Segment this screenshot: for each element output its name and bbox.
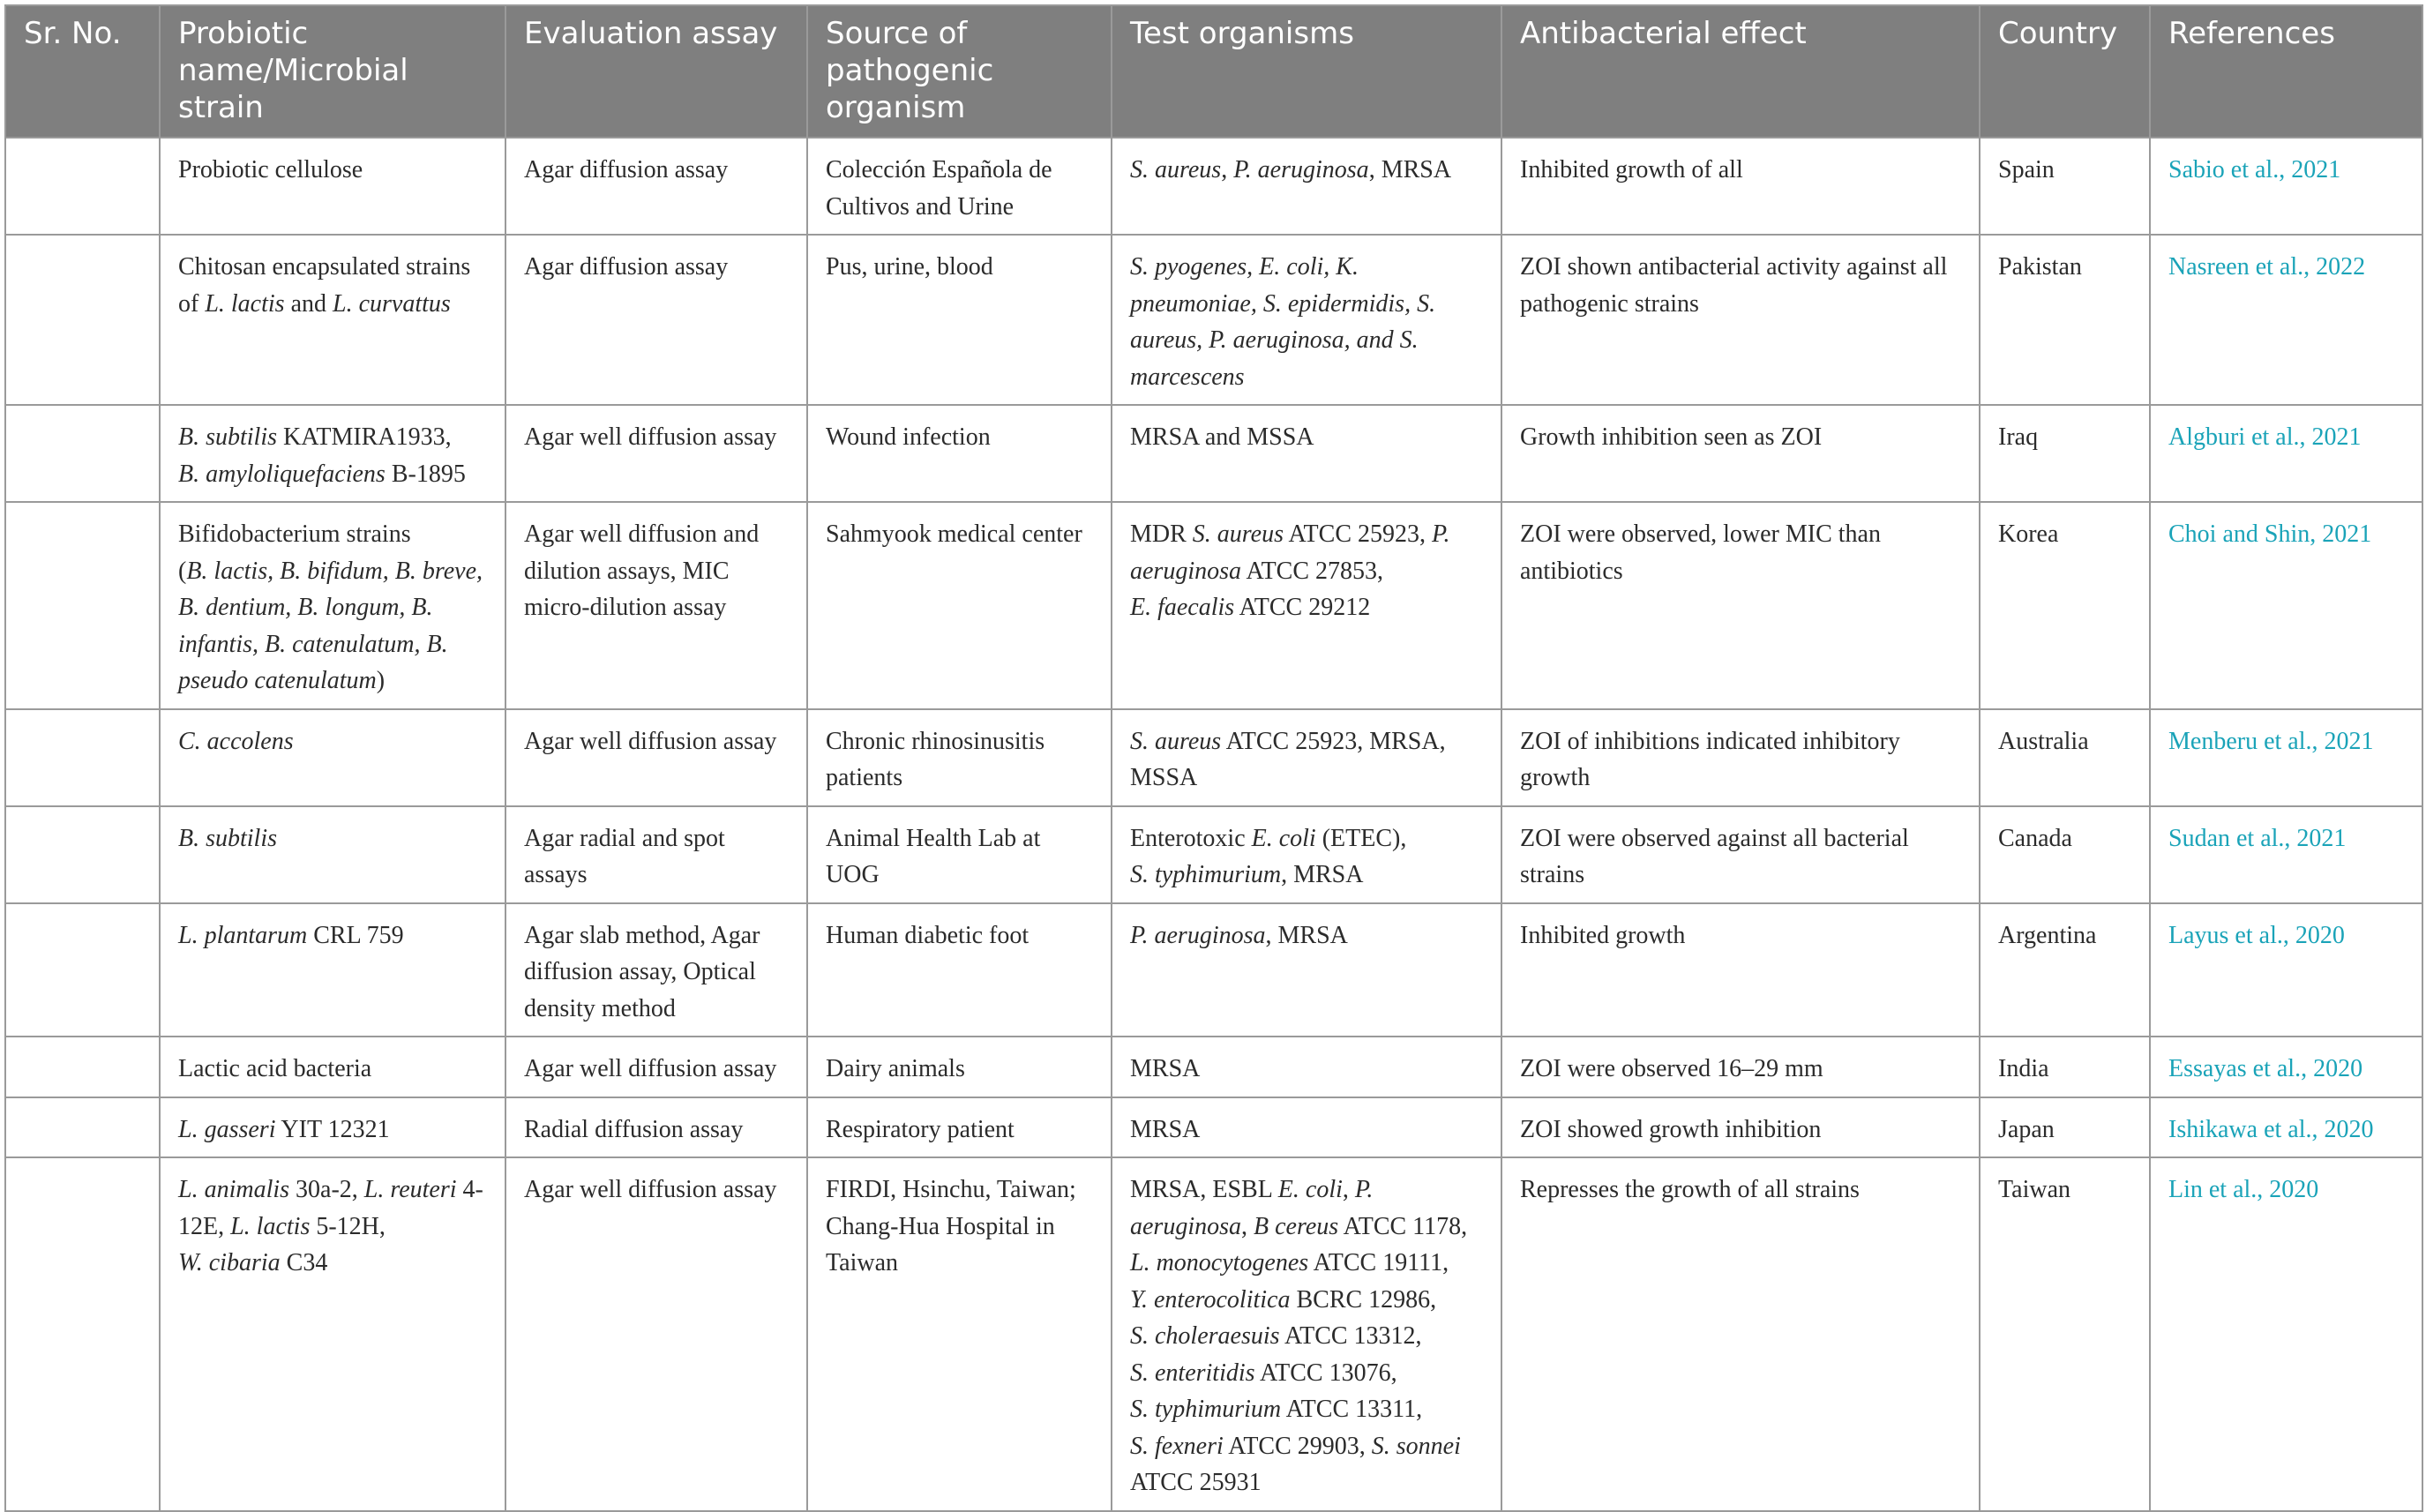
effect-cell: ZOI were observed against all bacterial strains xyxy=(1501,806,1980,903)
table-row xyxy=(5,405,2422,502)
sr-no-cell xyxy=(5,502,160,709)
test-organisms-cell: S. aureus ATCC 25923, MRSA, MSSA xyxy=(1112,709,1501,806)
probiotic-cell: Lactic acid bacteria xyxy=(160,1037,505,1097)
sr-no-cell xyxy=(5,405,160,502)
country-cell: Japan xyxy=(1980,1097,2150,1158)
country-cell: Iraq xyxy=(1980,405,2150,502)
sr-no-cell xyxy=(5,806,160,903)
reference-link[interactable]: Lin et al., 2020 xyxy=(2150,1157,2422,1511)
sr-no-cell xyxy=(5,1157,160,1511)
probiotics-table xyxy=(4,4,2423,1512)
col-header-source: Source of pathogenic organism xyxy=(807,5,1112,138)
test-organisms-cell: S. pyogenes, E. coli, K. pneumoniae, S. epidermidis, S. aureus, P. aeruginosa, and S. marcescens xyxy=(1112,235,1501,405)
assay-cell: Agar well diffusion assay xyxy=(505,1037,807,1097)
table-row xyxy=(5,806,2422,903)
test-organisms-cell: MDR S. aureus ATCC 25923, P. aeruginosa ATCC 27853, E. faecalis ATCC 29212 xyxy=(1112,502,1501,709)
assay-cell: Agar well diffusion and dilution assays, MIC micro-dilution assay xyxy=(505,502,807,709)
country-cell: India xyxy=(1980,1037,2150,1097)
probiotic-cell: Probiotic cellulose xyxy=(160,138,505,235)
reference-link[interactable]: Nasreen et al., 2022 xyxy=(2150,235,2422,405)
assay-cell: Agar radial and spot assays xyxy=(505,806,807,903)
reference-link[interactable]: Sudan et al., 2021 xyxy=(2150,806,2422,903)
table-row xyxy=(5,138,2422,235)
source-cell: Wound infection xyxy=(807,405,1112,502)
table-row xyxy=(5,903,2422,1037)
country-cell: Argentina xyxy=(1980,903,2150,1037)
effect-cell: Inhibited growth xyxy=(1501,903,1980,1037)
source-cell: Dairy animals xyxy=(807,1037,1112,1097)
reference-link[interactable]: Menberu et al., 2021 xyxy=(2150,709,2422,806)
table-row xyxy=(5,1157,2422,1511)
sr-no-cell xyxy=(5,235,160,405)
test-organisms-cell: Enterotoxic E. coli (ETEC), S. typhimurium, MRSA xyxy=(1112,806,1501,903)
source-cell: FIRDI, Hsinchu, Taiwan; Chang-Hua Hospital in Taiwan xyxy=(807,1157,1112,1511)
table-row xyxy=(5,1097,2422,1158)
effect-cell: ZOI shown antibacterial activity against all pathogenic strains xyxy=(1501,235,1980,405)
reference-link[interactable]: Sabio et al., 2021 xyxy=(2150,138,2422,235)
effect-cell: ZOI were observed 16–29 mm xyxy=(1501,1037,1980,1097)
country-cell: Canada xyxy=(1980,806,2150,903)
table-row xyxy=(5,235,2422,405)
probiotic-cell: L. animalis 30a-2, L. reuteri 4-12E, L. lactis 5-12H, W. cibaria C34 xyxy=(160,1157,505,1511)
col-header-test-organisms: Test organisms xyxy=(1112,5,1501,138)
country-cell: Taiwan xyxy=(1980,1157,2150,1511)
country-cell: Australia xyxy=(1980,709,2150,806)
col-header-sr-no: Sr. No. xyxy=(5,5,160,138)
probiotic-cell: B. subtilis KATMIRA1933, B. amyloliquefaciens B-1895 xyxy=(160,405,505,502)
test-organisms-cell: MRSA xyxy=(1112,1037,1501,1097)
table-row xyxy=(5,709,2422,806)
country-cell: Pakistan xyxy=(1980,235,2150,405)
header-row xyxy=(5,5,2422,138)
sr-no-cell xyxy=(5,138,160,235)
source-cell: Human diabetic foot xyxy=(807,903,1112,1037)
effect-cell: Inhibited growth of all xyxy=(1501,138,1980,235)
effect-cell: Represses the growth of all strains xyxy=(1501,1157,1980,1511)
reference-link[interactable]: Choi and Shin, 2021 xyxy=(2150,502,2422,709)
test-organisms-cell: P. aeruginosa, MRSA xyxy=(1112,903,1501,1037)
assay-cell: Agar slab method, Agar diffusion assay, Optical density method xyxy=(505,903,807,1037)
effect-cell: Growth inhibition seen as ZOI xyxy=(1501,405,1980,502)
reference-link[interactable]: Ishikawa et al., 2020 xyxy=(2150,1097,2422,1158)
effect-cell: ZOI of inhibitions indicated inhibitory growth xyxy=(1501,709,1980,806)
assay-cell: Agar well diffusion assay xyxy=(505,405,807,502)
probiotic-cell: Bifidobacterium strains (B. lactis, B. bifidum, B. breve, B. dentium, B. longum, B. infantis, B. catenulatum, B. pseudo catenulatum) xyxy=(160,502,505,709)
col-header-references: References xyxy=(2150,5,2422,138)
source-cell: Animal Health Lab at UOG xyxy=(807,806,1112,903)
test-organisms-cell: MRSA, ESBL E. coli, P. aeruginosa, B cereus ATCC 1178, L. monocytogenes ATCC 19111, Y. enterocolitica BCRC 12986, S. choleraesuis ATCC 13312, S. enteritidis ATCC 13076, S. typhimurium ATCC 13311, S. fexneri ATCC 29903, S. sonnei ATCC 25931 xyxy=(1112,1157,1501,1511)
effect-cell: ZOI showed growth inhibition xyxy=(1501,1097,1980,1158)
col-header-antibacterial-effect: Antibacterial effect xyxy=(1501,5,1980,138)
source-cell: Sahmyook medical center xyxy=(807,502,1112,709)
assay-cell: Radial diffusion assay xyxy=(505,1097,807,1158)
sr-no-cell xyxy=(5,709,160,806)
source-cell: Pus, urine, blood xyxy=(807,235,1112,405)
probiotic-cell: C. accolens xyxy=(160,709,505,806)
col-header-probiotic: Probiotic name/Microbial strain xyxy=(160,5,505,138)
assay-cell: Agar diffusion assay xyxy=(505,235,807,405)
table-row xyxy=(5,1037,2422,1097)
source-cell: Colección Española de Cultivos and Urine xyxy=(807,138,1112,235)
reference-link[interactable]: Algburi et al., 2021 xyxy=(2150,405,2422,502)
col-header-assay: Evaluation assay xyxy=(505,5,807,138)
source-cell: Chronic rhinosinusitis patients xyxy=(807,709,1112,806)
probiotic-cell: Chitosan encapsulated strains of L. lactis and L. curvattus xyxy=(160,235,505,405)
table-row xyxy=(5,502,2422,709)
probiotic-cell: L. gasseri YIT 12321 xyxy=(160,1097,505,1158)
test-organisms-cell: MRSA xyxy=(1112,1097,1501,1158)
sr-no-cell xyxy=(5,903,160,1037)
assay-cell: Agar well diffusion assay xyxy=(505,709,807,806)
col-header-country: Country xyxy=(1980,5,2150,138)
effect-cell: ZOI were observed, lower MIC than antibiotics xyxy=(1501,502,1980,709)
sr-no-cell xyxy=(5,1097,160,1158)
country-cell: Korea xyxy=(1980,502,2150,709)
reference-link[interactable]: Essayas et al., 2020 xyxy=(2150,1037,2422,1097)
assay-cell: Agar diffusion assay xyxy=(505,138,807,235)
test-organisms-cell: MRSA and MSSA xyxy=(1112,405,1501,502)
probiotic-cell: L. plantarum CRL 759 xyxy=(160,903,505,1037)
test-organisms-cell: S. aureus, P. aeruginosa, MRSA xyxy=(1112,138,1501,235)
sr-no-cell xyxy=(5,1037,160,1097)
source-cell: Respiratory patient xyxy=(807,1097,1112,1158)
reference-link[interactable]: Layus et al., 2020 xyxy=(2150,903,2422,1037)
country-cell: Spain xyxy=(1980,138,2150,235)
assay-cell: Agar well diffusion assay xyxy=(505,1157,807,1511)
probiotic-cell: B. subtilis xyxy=(160,806,505,903)
